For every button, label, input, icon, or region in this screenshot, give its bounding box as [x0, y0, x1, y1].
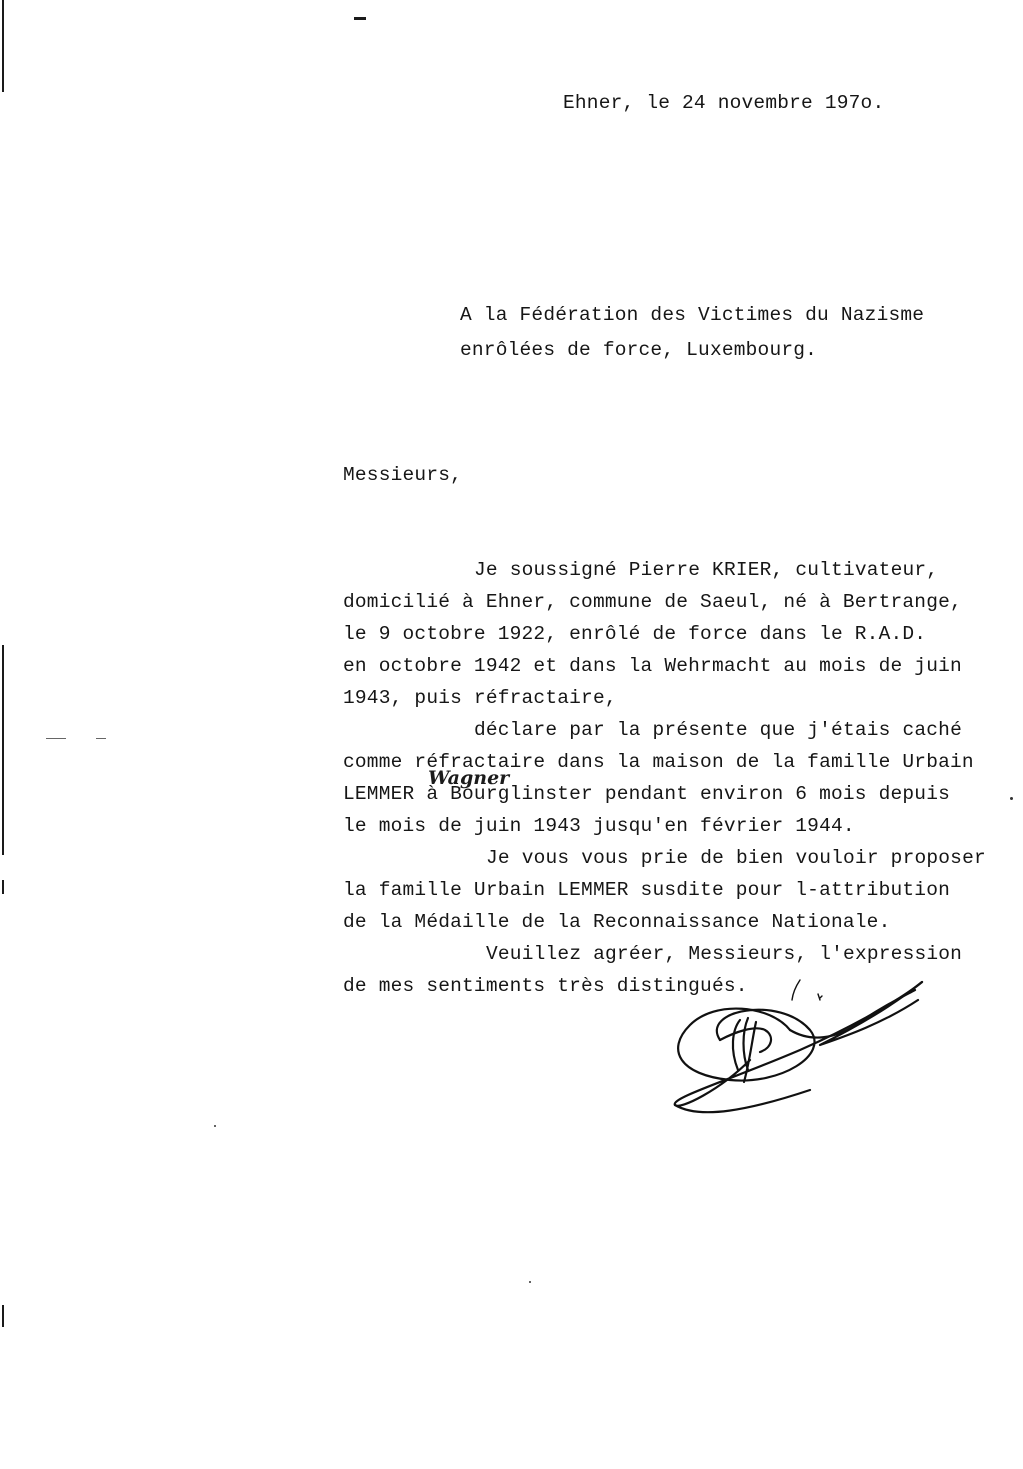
body-line-8: LEMMER à Bourglinster pendant environ 6 mois depuis — [343, 783, 950, 805]
body-line-3: le 9 octobre 1922, enrôlé de force dans le R.A.D. — [343, 623, 927, 645]
body-line-14: de mes sentiments très distingués. — [343, 975, 748, 997]
body-line-5: 1943, puis réfractaire, — [343, 687, 617, 709]
handwritten-insertion: Wagner — [428, 767, 510, 789]
scan-edge-line-middle — [2, 645, 4, 855]
scan-speck-3 — [1010, 797, 1013, 800]
scan-edge-mark-1 — [2, 880, 4, 894]
body-line-4: en octobre 1942 et dans la Wehrmacht au mois de juin — [343, 655, 962, 677]
signature — [660, 970, 940, 1130]
date-line: Ehner, le 24 novembre 197o. — [563, 92, 885, 114]
scan-speck-1 — [214, 1125, 216, 1127]
body-line-6: déclare par la présente que j'étais caché — [474, 719, 962, 741]
scan-edge-mark-2 — [2, 1305, 4, 1327]
body-line-10: Je vous vous prie de bien vouloir proposer — [486, 847, 986, 869]
body-line-11: la famille Urbain LEMMER susdite pour l-attribution — [343, 879, 950, 901]
body-line-12: de la Médaille de la Reconnaissance Nationale. — [343, 911, 891, 933]
scan-top-dash — [354, 17, 366, 20]
body-line-1: Je soussigné Pierre KRIER, cultivateur, — [474, 559, 939, 581]
body-line-2: domicilié à Ehner, commune de Saeul, né à Bertrange, — [343, 591, 962, 613]
scan-left-dash-2 — [96, 738, 106, 739]
scan-left-dash-1 — [46, 738, 66, 739]
recipient-line-1: A la Fédération des Victimes du Nazisme — [460, 304, 925, 326]
body-line-9: le mois de juin 1943 jusqu'en février 1944. — [343, 815, 855, 837]
scan-edge-line-top — [2, 0, 4, 92]
body-line-7: comme réfractaire dans la maison de la famille Urbain — [343, 751, 974, 773]
salutation: Messieurs, — [343, 464, 463, 486]
body-line-13: Veuillez agréer, Messieurs, l'expression — [486, 943, 963, 965]
recipient-line-2: enrôlées de force, Luxembourg. — [460, 339, 818, 361]
scan-speck-2 — [529, 1281, 531, 1283]
